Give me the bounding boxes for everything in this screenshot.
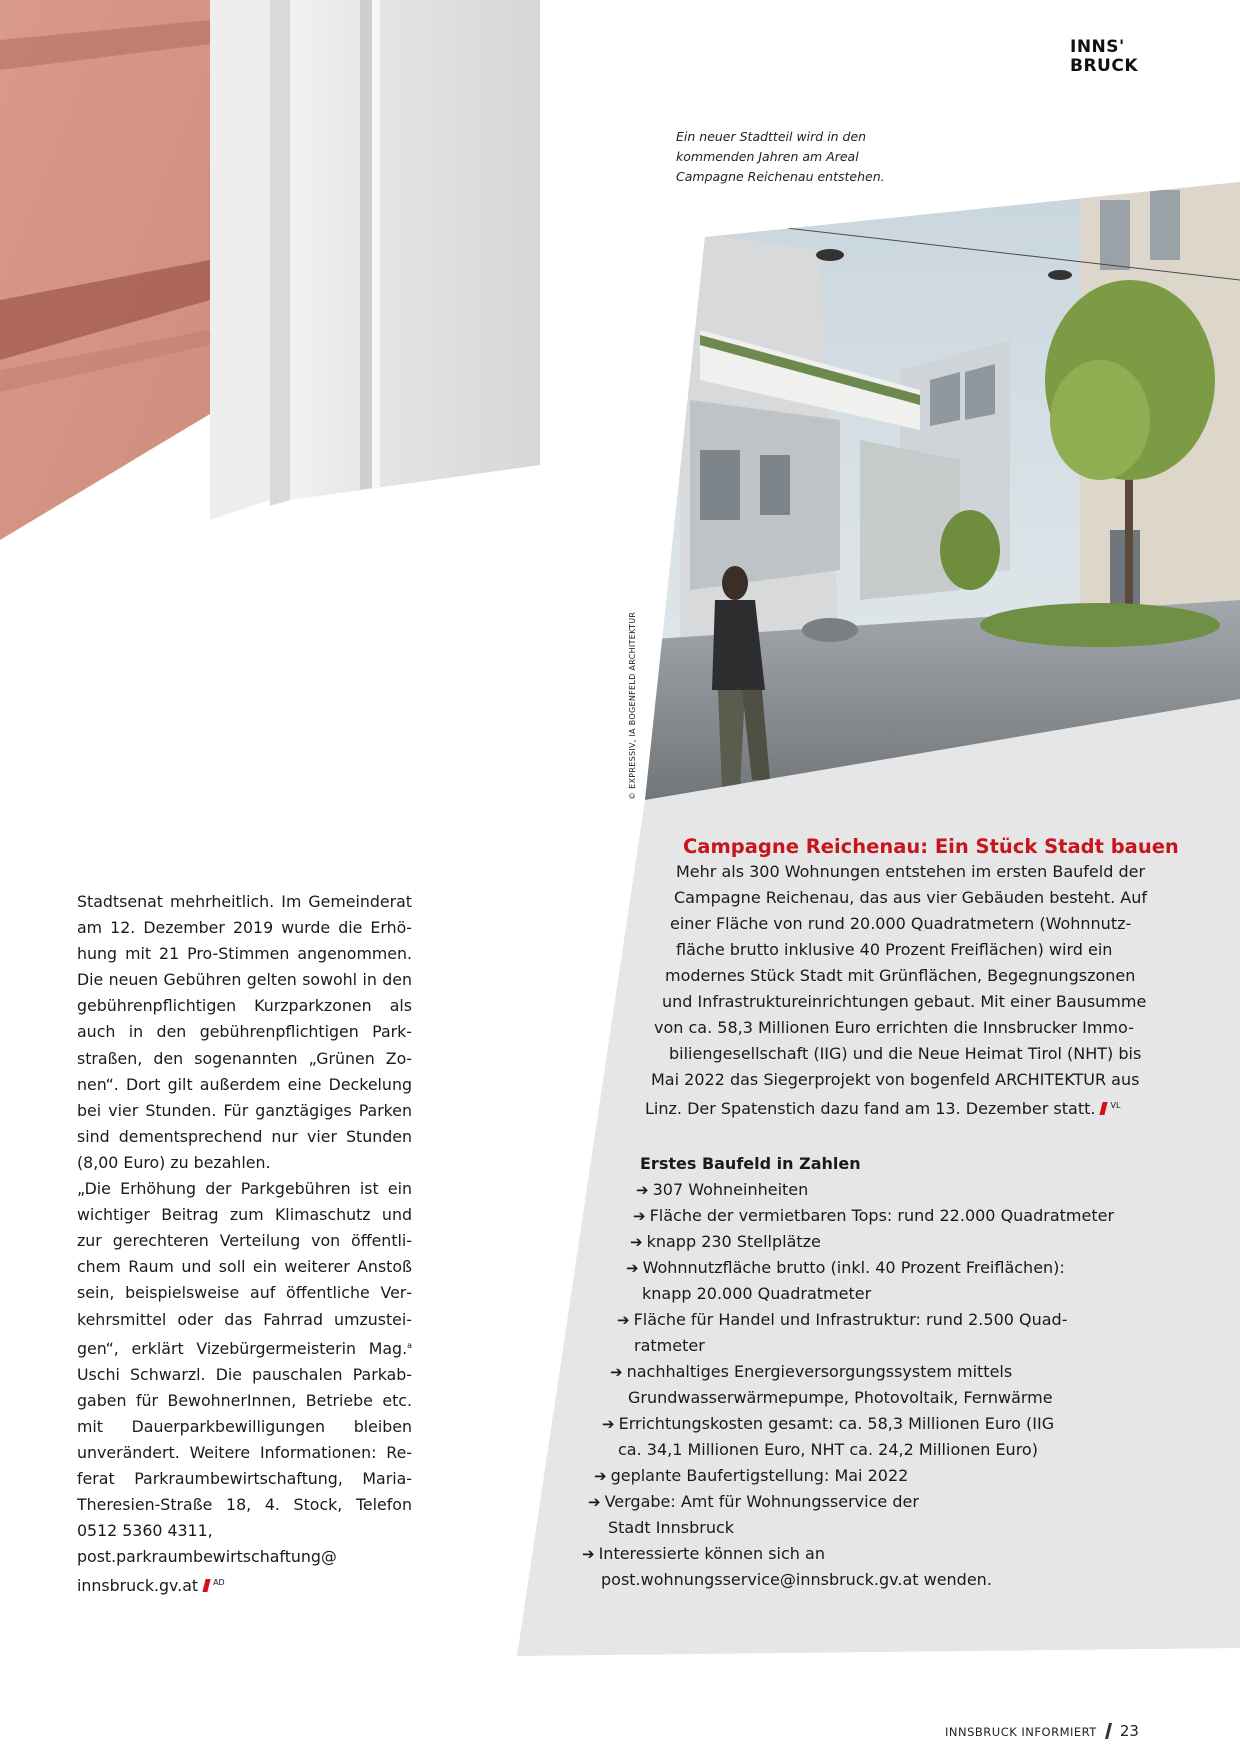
photo-caption [676, 127, 886, 187]
photo-credit: © EXPRESSIV, IA BOGENFELD ARCHITEKTUR [628, 611, 637, 800]
arrow-icon: ➔ [617, 1311, 630, 1329]
facts-item-text: 307 Wohneinheiten [652, 1180, 809, 1199]
facts-item [630, 1232, 821, 1252]
arrow-icon: ➔ [588, 1493, 601, 1511]
article-signature: VL [1110, 1101, 1121, 1110]
facts-item-text: Fläche für Handel und Infrastruktur: rund 2.500 Quad- [633, 1310, 1068, 1329]
footer-slash [1105, 1723, 1112, 1739]
footer-label: INNSBRUCK INFORMIERT [945, 1725, 1097, 1739]
article-line: von ca. 58,3 Millionen Euro errichten die Innsbrucker Immo- [654, 1018, 1134, 1037]
facts-item [626, 1258, 1065, 1278]
caption-line-1: Ein neuer Stadtteil wird in den [676, 129, 867, 144]
innsbruck-logo [1070, 38, 1160, 76]
left-paragraph-2-start: „Die Erhöhung der Parkgebühren ist ein wichtiger Beitrag zum Klimaschutz und zur gerechteren Verteilung von öffentlichem Raum und soll ein weiterer Anstoß sein, beispielsweise auf öffentliche Verkehrsmittel oder das Fahrrad umzusteigen“, erklärt Vizebürgermeisterin Mag. [77, 1179, 412, 1358]
arrow-icon: ➔ [636, 1181, 649, 1199]
facts-item [602, 1414, 1054, 1434]
facts-item-text: Errichtungskosten gesamt: ca. 58,3 Millionen Euro (IIG [618, 1414, 1055, 1433]
facts-item-continued: Stadt Innsbruck [608, 1518, 735, 1537]
article-line-text: Linz. Der Spatenstich dazu fand am 13. Dezember statt. [645, 1099, 1096, 1118]
article-line: einer Fläche von rund 20.000 Quadratmetern (Wohnnutz- [670, 914, 1132, 933]
page-number: 23 [1119, 1722, 1139, 1740]
arrow-icon: ➔ [630, 1233, 643, 1251]
email-parkraum[interactable] [77, 1544, 412, 1599]
caption-line-3: Campagne Reichenau entstehen. [676, 169, 885, 184]
arrow-icon: ➔ [582, 1545, 595, 1563]
article-title: Campagne Reichenau: Ein Stück Stadt bauen [683, 835, 1179, 858]
article-line: und Infrastruktureinrichtungen gebaut. Mit einer Bausumme [662, 992, 1147, 1011]
facts-item-text: Wohnnutzfläche brutto (inkl. 40 Prozent Freiflächen): [642, 1258, 1065, 1277]
author-signature: AD [213, 1578, 225, 1588]
facts-item [636, 1180, 808, 1200]
email-line-1[interactable]: post.parkraumbewirtschaftung@ [77, 1547, 337, 1567]
logo-line-1: INNS' [1070, 37, 1125, 57]
arrow-icon: ➔ [602, 1415, 615, 1433]
facts-item-continued: Grundwasserwärmepumpe, Photovoltaik, Fernwärme [628, 1388, 1053, 1407]
email-line-2[interactable]: innsbruck.gv.at [77, 1576, 199, 1596]
facts-item-text: Vergabe: Amt für Wohnungsservice der [604, 1492, 919, 1511]
facts-item [610, 1362, 1012, 1382]
left-paragraph-1: Stadtsenat mehrheitlich. Im Gemeinderat am 12. Dezember 2019 wurde die Erhöhung mit 21 Pro-Stimmen angenommen. Die neuen Gebühren gelten sowohl in den gebührenpflichtigen Kurzparkzonen als auch in den gebührenpflichtigen Parkstraßen, den sogenannten „Grünen Zonen“. Dort gilt außerdem eine Deckelung bei vier Stunden. Für ganztägiges Parken sind dementsprechend nur vier Stunden (8,00 Euro) zu bezahlen. [77, 892, 412, 1172]
article-line: Mai 2022 das Siegerprojekt von bogenfeld ARCHITEKTUR aus [651, 1070, 1140, 1089]
facts-item [588, 1492, 919, 1512]
arrow-icon: ➔ [626, 1259, 639, 1277]
facts-item [617, 1310, 1067, 1330]
facts-item-continued: knapp 20.000 Quadratmeter [642, 1284, 872, 1303]
red-slash-mark [1100, 1102, 1108, 1115]
arrow-icon: ➔ [594, 1467, 607, 1485]
facts-item-text: Fläche der vermietbaren Tops: rund 22.000 Quadratmeter [649, 1206, 1115, 1225]
red-slash-mark [202, 1579, 210, 1592]
arrow-icon: ➔ [633, 1207, 646, 1225]
article-line: fläche brutto inklusive 40 Prozent Freiflächen) wird ein [676, 940, 1113, 959]
article-line: Mehr als 300 Wohnungen entstehen im ersten Baufeld der [676, 862, 1146, 881]
left-paragraph-2 [77, 1176, 412, 1544]
article-line: modernes Stück Stadt mit Grünflächen, Begegnungszonen [665, 966, 1136, 985]
facts-email[interactable]: post.wohnungsservice@innsbruck.gv.at wenden. [601, 1570, 992, 1589]
facts-item-text: knapp 230 Stellplätze [646, 1232, 821, 1251]
left-text-column [77, 889, 412, 1600]
article-line: Campagne Reichenau, das aus vier Gebäuden besteht. Auf [674, 888, 1147, 907]
facts-item-text: nachhaltiges Energieversorgungssystem mittels [626, 1362, 1013, 1381]
facts-item [582, 1544, 825, 1564]
facts-item-continued: ca. 34,1 Millionen Euro, NHT ca. 24,2 Millionen Euro) [618, 1440, 1038, 1459]
facts-item [633, 1206, 1114, 1226]
facts-item-continued: ratmeter [634, 1336, 705, 1355]
caption-line-2: kommenden Jahren am Areal [676, 149, 859, 164]
article-line: biliengesellschaft (IIG) und die Neue Heimat Tirol (NHT) bis [669, 1044, 1142, 1063]
facts-item [594, 1466, 908, 1486]
facts-item-text: geplante Baufertigstellung: Mai 2022 [610, 1466, 909, 1485]
left-paragraph-2-rest: Uschi Schwarzl. Die pauschalen Parkabgaben für BewohnerInnen, Betriebe etc. mit Dauerparkbewilligungen bleiben unverändert. Weitere Informationen: Referat Parkraumbewirtschaftung, Maria-Theresien-Straße 18, 4. Stock, Telefon 0512 5360 4311, [77, 1364, 412, 1541]
arrow-icon: ➔ [610, 1363, 623, 1381]
facts-item-text: Interessierte können sich an [598, 1544, 825, 1563]
facts-heading: Erstes Baufeld in Zahlen [640, 1154, 861, 1173]
article-line-last [645, 1096, 1120, 1119]
superscript-a: a [407, 1340, 412, 1350]
page-footer [945, 1722, 1139, 1740]
logo-line-2: BRUCK [1070, 56, 1139, 76]
